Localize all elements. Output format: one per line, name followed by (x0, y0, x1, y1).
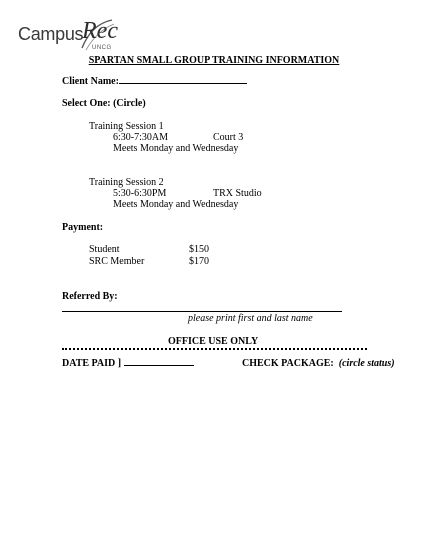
check-package-hint: (circle status) (338, 358, 395, 369)
referred-by-hint: please print first and last name (188, 313, 313, 324)
payment-price-student: $150 (189, 244, 209, 255)
check-package-label: CHECK PACKAGE: (242, 358, 334, 369)
session-2-location: TRX Studio (213, 188, 262, 199)
logo-uncg-text: UNCG (92, 45, 112, 51)
office-divider (62, 348, 367, 350)
client-name-field[interactable] (119, 83, 247, 84)
payment-type-student[interactable]: Student (89, 244, 120, 255)
session-1-location: Court 3 (213, 132, 244, 143)
page-title: SPARTAN SMALL GROUP TRAINING INFORMATION (88, 55, 340, 66)
payment-price-src-member: $170 (189, 256, 209, 267)
referred-by-label: Referred By: (62, 291, 118, 302)
date-paid-field[interactable] (124, 365, 194, 366)
campus-rec-logo (18, 18, 128, 52)
session-1-days: Meets Monday and Wednesday (113, 143, 239, 154)
session-2-time: 5:30-6:30PM (113, 188, 167, 199)
payment-label: Payment: (62, 222, 104, 233)
logo-rec-text: Rec (82, 18, 118, 44)
payment-type-src-member[interactable]: SRC Member (89, 256, 145, 267)
session-1-name[interactable]: Training Session 1 (89, 121, 164, 132)
session-1-time: 6:30-7:30AM (113, 132, 168, 143)
check-package-row (242, 358, 395, 369)
client-name-label: Client Name: (62, 76, 119, 87)
session-2-days: Meets Monday and Wednesday (113, 199, 239, 210)
select-one-label: Select One: (Circle) (62, 98, 146, 109)
office-use-title: OFFICE USE ONLY (168, 336, 259, 347)
logo-campus-text: Campus (18, 24, 84, 44)
session-2-name[interactable]: Training Session 2 (89, 177, 164, 188)
date-paid-label: DATE PAID ] (62, 358, 122, 369)
client-name-row (62, 76, 247, 87)
date-paid-row (62, 358, 194, 369)
referred-by-field[interactable] (62, 311, 342, 312)
